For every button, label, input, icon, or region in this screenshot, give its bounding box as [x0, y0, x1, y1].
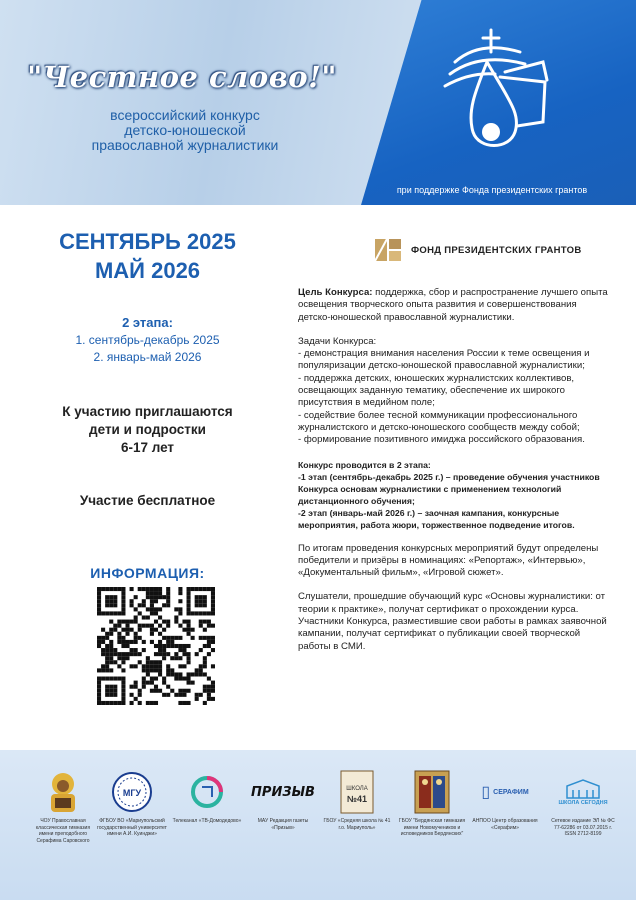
saint-icon-logo — [41, 770, 85, 814]
school-today-mark: ШКОЛА СЕГОДНЯ — [558, 800, 608, 806]
partner-school-41 — [322, 770, 392, 831]
book-icon: ▯ — [481, 784, 491, 801]
grant-support-note: при поддержке Фонда президентских грантов — [396, 185, 588, 195]
prizyv-wordmark — [251, 770, 315, 814]
partner-serafim-center — [470, 770, 540, 831]
subtitle-line: детско-юношеской — [124, 122, 246, 138]
stage-item: 1. сентябрь-декабрь 2025 — [75, 333, 220, 347]
invite-line: К участию приглашаются — [62, 404, 233, 419]
partner-caption: ФГБОУ ВО «Мариупольский государственный университет имени А.И. Куинджи» — [97, 818, 167, 837]
qr-code-icon[interactable] — [97, 587, 215, 705]
stage-detail: -1 этап (сентябрь-декабрь 2025 г.) – проведение обучения участников Конкурса основам журналистики с применением технологий дистанционного обучения; — [298, 471, 600, 506]
tasks-paragraph — [298, 336, 610, 447]
school-building-icon — [563, 778, 603, 800]
invite-line: дети и подростки — [89, 422, 206, 437]
partner-caption: Телеканал «ТВ-Домодедово» — [172, 818, 242, 824]
date-end: МАЙ 2026 — [94, 258, 201, 283]
subtitle-line: православной журналистики — [91, 137, 279, 153]
partner-caption: МАУ Редакция газеты «Призыв» — [257, 818, 309, 831]
partners-footer — [0, 750, 636, 900]
domodedovo-tv-logo — [185, 770, 229, 814]
partner-caption: АНПОО Центр образования «Серафим» — [472, 818, 538, 831]
partner-caption: ЧОУ Православная классическая гимназия имени преподобного Серафима Саровского — [35, 818, 91, 844]
course-certificate-paragraph: Слушатели, прошедшие обучающий курс «Основы журналистики: от теории к практике», получат сертификат о прохождении курса. — [298, 591, 606, 615]
partner-gymnasium-serafim — [28, 770, 98, 844]
svg-text:ШКОЛА: ШКОЛА — [346, 786, 368, 792]
partner-prizyv — [248, 770, 318, 831]
school-today-logo — [553, 770, 613, 814]
stage-item: 2. январь-май 2026 — [93, 350, 202, 364]
contest-dates — [20, 227, 275, 285]
task-item: - формирование позитивного имиджа российского образования. — [298, 434, 585, 446]
goal-text: поддержка, сбор и распространение лучшего опыта освещения творческого опыта развития и совершенствования детско-юношеской православной журналистики. — [298, 287, 608, 323]
partner-school-today — [548, 770, 618, 838]
publication-certificate-paragraph: Участники Конкурса, разместившие свои работы в рамках заявочной кампании, получат сертификат о публикации своей творческой работы в СМИ. — [298, 616, 607, 652]
stages-paragraph — [298, 459, 610, 531]
contest-subtitle — [40, 108, 330, 153]
fund-name: ФОНД ПРЕЗИДЕНТСКИХ ГРАНТОВ — [411, 245, 582, 256]
subtitle-line: всероссийский конкурс — [110, 107, 260, 123]
berdyansk-gymnasium-logo — [410, 770, 454, 814]
partner-caption: ГБОУ «Средняя школа № 41 г.о. Мариуполь» — [323, 818, 391, 831]
serafim-mark: СЕРАФИМ — [493, 788, 529, 796]
presidential-grants-fund-logo — [373, 235, 613, 265]
task-item: - поддержка детских, юношеских журналистских коллективов, освещающих заданную тематику, обеспечение их широкого присутствия в медийном поле; — [298, 372, 575, 409]
tasks-label: Задачи Конкурса: — [298, 335, 377, 347]
goal-label: Цель Конкурса: — [298, 287, 373, 298]
partner-caption: Сетевое издание ЭЛ № ФС 77-62286 от 03.07.2015 г. ISSN 2712-8199 — [551, 818, 615, 837]
invite-line: 6-17 лет — [120, 440, 175, 455]
fund-emblem-icon — [373, 235, 403, 265]
mgu-emblem-logo — [110, 770, 154, 814]
task-item: - демонстрация внимания населения России к теме освещения и популяризации детско-юношеской православной журналистики; — [298, 348, 590, 372]
mgu-mark: МГУ — [122, 788, 142, 798]
winners-paragraph: По итогам проведения конкурсных мероприятий будут определены победители и призёры в номинациях: «Репортаж», «Интервью», «Документальный фильм», «Игровой сюжет». — [298, 542, 599, 579]
stages-title: 2 этапа: — [122, 315, 173, 330]
left-column — [0, 205, 290, 750]
partner-caption: ГБОУ "Бердянская гимназия имени Новомучеников и исповедников Бердянских" — [398, 818, 466, 837]
prizyv-mark: ПРИЗЫВ — [251, 784, 315, 800]
right-column — [298, 205, 618, 750]
stage-detail: -2 этап (январь-май 2026 г.) – заочная кампания, конкурсные мероприятия, работа жюри, торжественное подведение итогов. — [298, 507, 575, 530]
header-banner — [0, 0, 636, 205]
contest-description — [298, 287, 610, 665]
contest-title: "Честное слово!" — [27, 60, 337, 94]
partner-tv-domodedovo — [172, 770, 242, 825]
serafim-center-logo — [470, 770, 540, 814]
partner-berdyansk-gymnasium — [397, 770, 467, 838]
goal-paragraph — [298, 287, 610, 324]
info-title: ИНФОРМАЦИЯ: — [90, 565, 205, 581]
free-participation: Участие бесплатное — [79, 493, 216, 508]
school-41-logo — [335, 770, 379, 814]
contest-drop-logo-icon — [425, 22, 555, 162]
task-item: - содействие более тесной коммуникации профессионального журналистского и детско-юношеского сообществ между собой; — [298, 409, 580, 433]
date-start: СЕНТЯБРЬ 2025 — [59, 229, 236, 254]
svg-text:№41: №41 — [346, 794, 368, 804]
invitation-text — [20, 403, 275, 457]
partner-mgu — [97, 770, 167, 838]
stages-heading: Конкурс проводится в 2 этапа: — [298, 459, 431, 470]
